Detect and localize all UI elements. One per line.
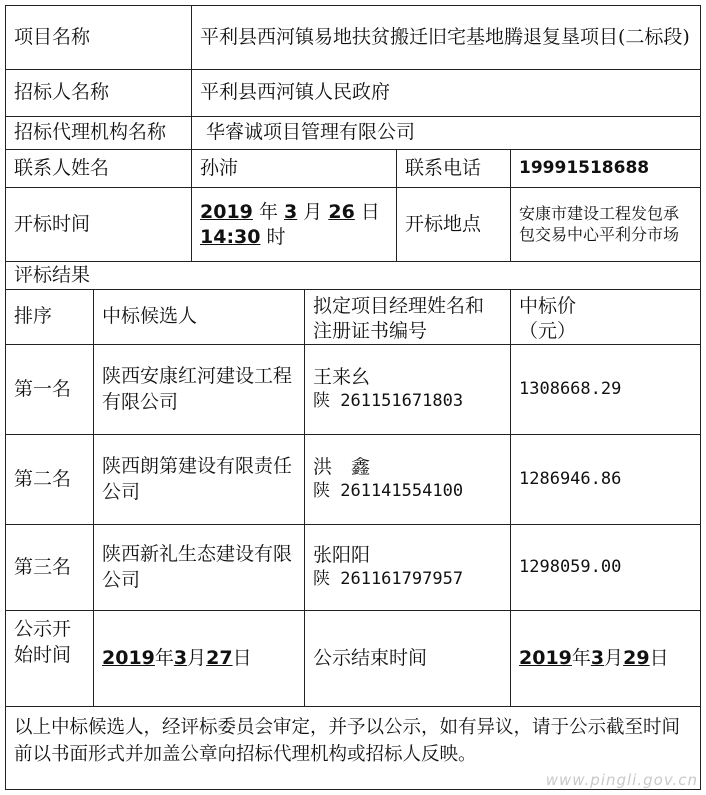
pub-start-month: 3 [173,646,188,669]
table-row-2-manager-name: 洪 鑫 [313,456,371,478]
pub-end-year-unit: 年 [571,646,591,669]
notice-text: 以上中标候选人，经评标委员会审定，并予以公示，如有异议，请于公示截至时间前以书面形式并加盖公章向招标代理机构或招标人反映。 [5,706,701,790]
pub-start-value [93,610,305,707]
phone-value: 19991518688 [510,149,701,188]
open-time-value [191,187,397,262]
project-name-label: 项目名称 [5,5,192,70]
table-row-3-cert: 陕 261161797957 [313,569,464,590]
header-rank: 排序 [5,289,94,345]
table-row-2-candidate: 陕西朗第建设有限责任公司 [93,434,305,525]
open-month-unit: 月 [303,201,323,223]
open-day-unit: 日 [360,201,380,223]
open-day: 26 [328,201,355,223]
table-row-2-manager [304,434,511,525]
header-manager: 拟定项目经理姓名和注册证书编号 [304,289,511,345]
pub-end-value [510,610,701,707]
pub-start-day-unit: 日 [232,646,252,669]
open-time-label: 开标时间 [5,187,192,262]
pub-start-year: 2019 [102,646,155,669]
contact-label: 联系人姓名 [5,149,192,188]
table-row-3-manager-name: 张阳阳 [313,544,371,566]
table-row-1-rank: 第一名 [5,344,94,435]
pub-start-day: 27 [206,646,233,669]
open-place-label: 开标地点 [396,187,511,262]
open-hour-unit: 时 [266,226,286,249]
header-candidate: 中标候选人 [93,289,305,345]
tenderer-value: 平利县西河镇人民政府 [191,69,701,117]
open-place-value: 安康市建设工程发包承包交易中心平利分市场 [510,187,701,262]
pub-end-year: 2019 [519,646,572,669]
table-row-3-price: 1298059.00 [510,524,701,611]
table-row-2-rank: 第二名 [5,434,94,525]
contact-value: 孙沛 [191,149,397,188]
pub-start-month-unit: 月 [187,646,207,669]
open-year: 2019 [200,201,253,223]
agency-label: 招标代理机构名称 [5,116,192,150]
table-row-3-candidate: 陕西新礼生态建设有限公司 [93,524,305,611]
result-label: 评标结果 [5,261,701,290]
pub-start-year-unit: 年 [154,646,174,669]
table-row-2-price: 1286946.86 [510,434,701,525]
pub-end-month-unit: 月 [604,646,624,669]
project-name-value: 平利县西河镇易地扶贫搬迁旧宅基地腾退复垦项目(二标段) [191,5,701,70]
table-row-1-cert: 陕 261151671803 [313,391,464,412]
table-row-1-candidate: 陕西安康红河建设工程有限公司 [93,344,305,435]
agency-value: 华睿诚项目管理有限公司 [191,116,701,150]
pub-end-day-unit: 日 [649,646,669,669]
pub-end-label: 公示结束时间 [304,610,511,707]
table-row-1-manager-name: 王来幺 [313,366,371,388]
table-row-3-rank: 第三名 [5,524,94,611]
open-month: 3 [284,201,298,223]
table-row-2-cert: 陕 261141554100 [313,481,464,502]
pub-end-month: 3 [590,646,605,669]
pub-end-day: 29 [623,646,650,669]
watermark: www.pingli.gov.cn [545,771,698,789]
tenderer-label: 招标人名称 [5,69,192,117]
open-hour: 14:30 [200,226,261,249]
phone-label: 联系电话 [396,149,511,188]
header-price: 中标价（元） [510,289,701,345]
table-row-1-manager [304,344,511,435]
table-row-3-manager [304,524,511,611]
open-year-unit: 年 [258,201,278,223]
table-row-1-price: 1308668.29 [510,344,701,435]
pub-start-label: 公示开始时间 [5,610,94,707]
